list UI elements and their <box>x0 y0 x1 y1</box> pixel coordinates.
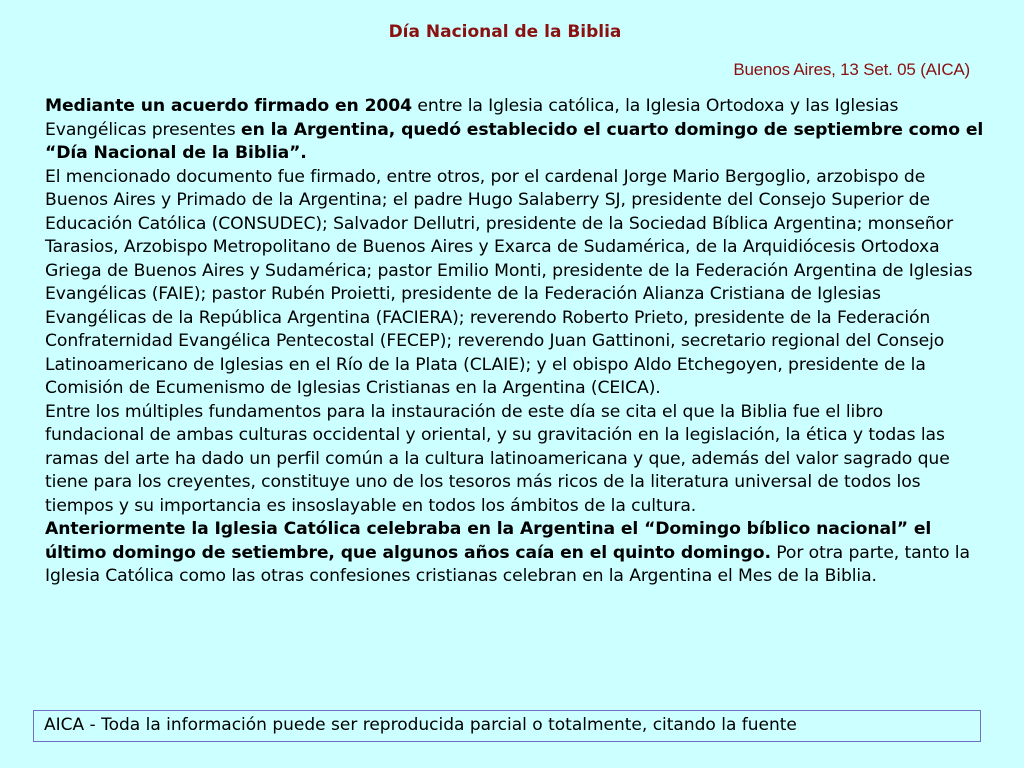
paragraph-history <box>45 518 985 589</box>
footer-notice: AICA - Toda la información puede ser reproducida parcial o totalmente, citando la fuente <box>44 715 797 735</box>
intro-text: entre la Iglesia católica, la Iglesia Ortodoxa y las Iglesias Evangélicas presentes <box>45 96 899 140</box>
history-text: Por otra parte, tanto la Iglesia Católica como las otras confesiones cristianas celebran en la Argentina el Mes de la Biblia. <box>45 542 970 586</box>
history-lead-bold: Anteriormente la Iglesia Católica celebraba en la Argentina el “Domingo bíblico nacional” el último domingo de setiembre, que algunos años caía en el quinto domingo. <box>45 519 932 563</box>
footer-notice-box <box>33 710 981 742</box>
paragraph-signatories: El mencionado documento fue firmado, entre otros, por el cardenal Jorge Mario Bergoglio, arzobispo de Buenos Aires y Primado de la Argentina; el padre Hugo Salaberry SJ, presidente del Consejo Superior de Educación Católica (CONSUDEC); Salvador Dellutri, presidente de la Sociedad Bíblica Argentina; monseñor Tarasios, Arzobispo Metropolitano de Buenos Aires y Exarca de Sudamérica, de la Arquidiócesis Ortodoxa Griega de Buenos Aires y Sudamérica; pastor Emilio Monti, presidente de la Federación Argentina de Iglesias Evangélicas (FAIE); pastor Rubén Proietti, presidente de la Federación Alianza Cristiana de Iglesias Evangélicas de la República Argentina (FACIERA); reverendo Roberto Prieto, presidente de la Federación Confraternidad Evangélica Pentecostal (FECEP); reverendo Juan Gattinoni, secretario regional del Consejo Latinoamericano de Iglesias en el Río de la Plata (CLAIE); y el obispo Aldo Etchegoyen, presidente de la Comisión de Ecumenismo de Iglesias Cristianas en la Argentina (CEICA). <box>45 166 973 398</box>
intro-tail-bold: en la Argentina, quedó establecido el cuarto domingo de septiembre como el “Día Nacional de la Biblia”. <box>45 119 984 163</box>
intro-lead-bold: Mediante un acuerdo firmado en 2004 <box>45 96 413 116</box>
page-title: Día Nacional de la Biblia <box>388 22 622 42</box>
paragraph-foundations: Entre los múltiples fundamentos para la instauración de este día se cita el que la Biblia fue el libro fundacional de ambas culturas occidental y oriental, y su gravitación en la legislación, la ética y todas las ramas del arte ha dado un perfil común a la cultura latinoamericana y que, además del valor sagrado que tiene para los creyentes, constituye uno de los tesoros más ricos de la literatura universal de todos los tiempos y su importancia es insoslayable en todos los ámbitos de la cultura. <box>45 401 950 516</box>
dateline: Buenos Aires, 13 Set. 05 (AICA) <box>733 60 970 79</box>
paragraph-intro <box>45 95 985 166</box>
article-body <box>45 95 985 589</box>
